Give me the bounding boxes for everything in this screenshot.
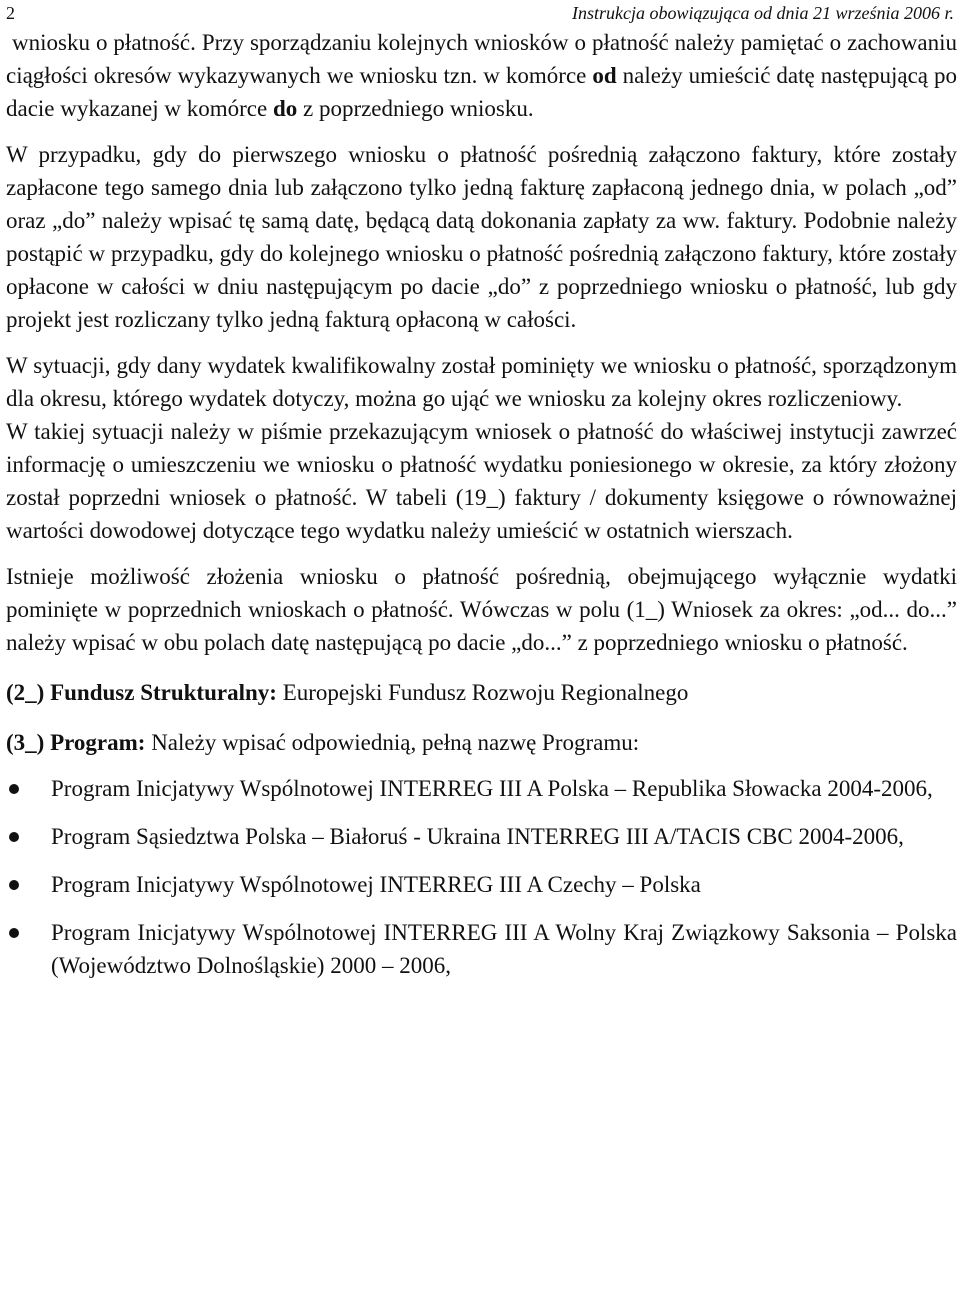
list-item: [6, 772, 957, 805]
list-item-text: Program Sąsiedztwa Polska – Białoruś - Ukraina INTERREG III A/TACIS CBC 2004-2006,: [51, 824, 904, 849]
list-item-text: Program Inicjatywy Wspólnotowej INTERREG III A Polska – Republika Słowacka 2004-2006,: [51, 776, 933, 801]
paragraph-text: należy umieścić datę następującą po dacie wykazanej w komórce: [6, 63, 957, 121]
bullet-icon: [9, 832, 19, 842]
paragraph-letter-information: W takiej sytuacji należy w piśmie przekazującym wniosek o płatność do właściwej instytucji zawrzeć informację o umieszczeniu we wniosku o płatność wydatku poniesionego w okresie, za który złożony został poprzedni wniosek o płatność. W tabeli (19_) faktury / dokumenty księgowe o równoważnej wartości dowodowej dotyczące tego wydatku należy umieścić w ostatnich wierszach.: [6, 419, 957, 543]
paragraph-omitted-only-request: Istnieje możliwość złożenia wniosku o płatność pośrednią, obejmującego wyłącznie wydatki pominięte w poprzednich wnioskach o płatność. Wówczas w polu (1_) Wniosek za okres: „od... do...” należy wpisać w obu polach datę następującą po dacie „do...” z poprzedniego wniosku o płatność.: [6, 564, 957, 655]
field-label-od: od: [592, 63, 617, 88]
paragraph-first-request: W przypadku, gdy do pierwszego wniosku o płatność pośrednią załączono faktury, które zostały zapłacone tego samego dnia lub załączono tylko jedną fakturę zapłaconą jednego dnia, w polach „od” oraz „do” należy wpisać tę samą datę, będącą datą dokonania zapłaty za ww. faktury. Podobnie należy postąpić w przypadku, gdy do kolejnego wniosku o płatność pośrednią załączono faktury, które zostały opłacone w całości w dniu następującym po dacie „do” z poprzedniego wniosku o płatność, lub gdy projekt jest rozliczany tylko jedną fakturą opłaconą w całości.: [6, 142, 957, 332]
section-structural-fund: [6, 676, 957, 710]
paragraph-text: z poprzedniego wniosku.: [297, 96, 534, 121]
page-header: [6, 2, 954, 26]
section-program: [6, 726, 957, 760]
paragraph-text: wniosku o płatność. Przy sporządzaniu kolejnych wniosków o płatność należy pamiętać o zachowaniu ciągłości okresów wykazywanych we wniosku tzn. w komórce: [6, 30, 957, 88]
section-label: (3_) Program:: [6, 730, 146, 755]
paragraph-omitted-expense: W sytuacji, gdy dany wydatek kwalifikowalny został pominięty we wniosku o płatność, sporządzonym dla okresu, którego wydatek dotyczy, można go ująć we wniosku za kolejny okres rozliczeniowy.: [6, 353, 957, 411]
section-label: (2_) Fundusz Strukturalny:: [6, 680, 277, 705]
field-label-do: do: [272, 96, 298, 121]
section-text: Należy wpisać odpowiednią, pełną nazwę Programu:: [145, 730, 640, 755]
page-body: [6, 26, 957, 997]
bullet-icon: [9, 928, 19, 938]
page-number: 2: [6, 3, 15, 23]
list-item: [6, 916, 957, 982]
list-item-text: Program Inicjatywy Wspólnotowej INTERREG III A Czechy – Polska: [51, 872, 701, 897]
running-title: Instrukcja obowiązująca od dnia 21 września 2006 r.: [571, 3, 954, 23]
list-item-text: Program Inicjatywy Wspólnotowej INTERREG III A Wolny Kraj Związkowy Saksonia – Polska (Województwo Dolnośląskie) 2000 – 2006,: [51, 920, 957, 978]
list-item: [6, 820, 957, 853]
paragraph-continuation: [6, 26, 957, 125]
section-text: Europejski Fundusz Rozwoju Regionalnego: [276, 680, 689, 705]
bullet-icon: [9, 880, 19, 890]
list-item: [6, 868, 957, 901]
bullet-icon: [9, 784, 19, 794]
program-list: [6, 772, 957, 982]
